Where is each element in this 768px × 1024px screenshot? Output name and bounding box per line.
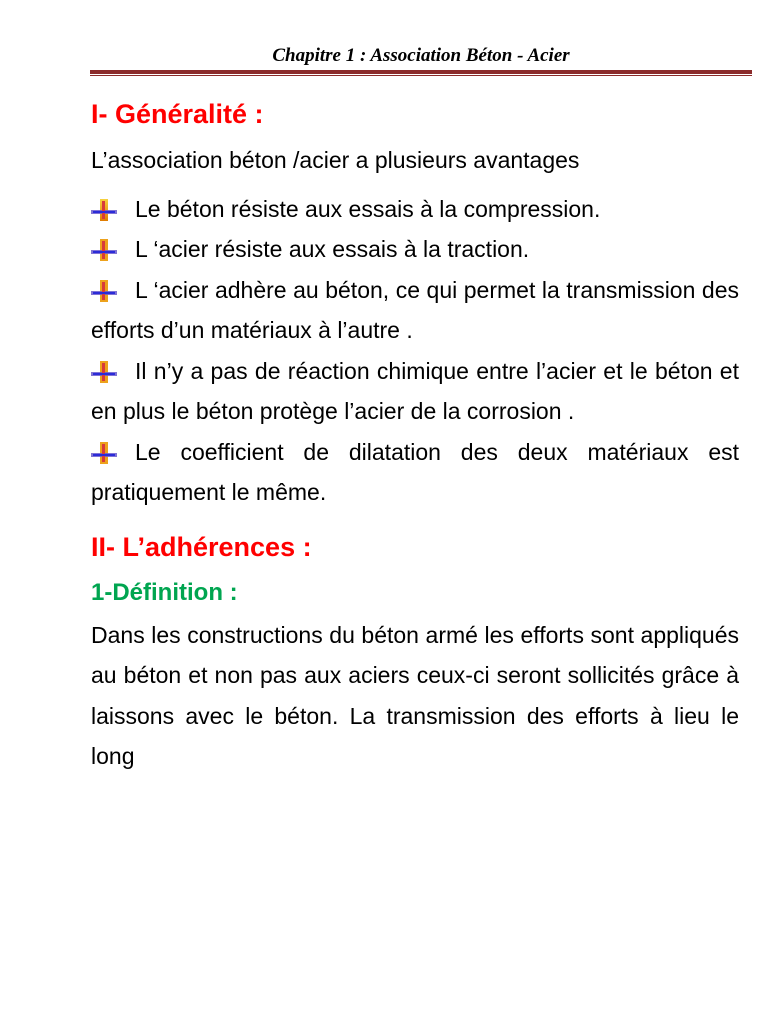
- advantages-list: [91, 189, 739, 513]
- list-item: L ‘acier résiste aux essais à la traction.: [91, 229, 739, 270]
- section-2-subtitle: 1-Définition :: [91, 578, 238, 606]
- pin-bullet-icon: [91, 239, 117, 261]
- running-header: Chapitre 1 : Association Béton - Acier: [272, 45, 570, 66]
- header-rule: [90, 70, 752, 74]
- list-item: Le coefficient de dilatation des deux matériaux est pratiquement le même.: [91, 438, 739, 505]
- pin-bullet-icon: [91, 361, 117, 383]
- section-1-title: I- Généralité :: [91, 99, 264, 129]
- definition-paragraph: Dans les constructions du béton armé les efforts sont appliqués au béton et non pas aux aciers ceux-ci seront sollicités grâce à laissons avec le béton. La transmission des efforts à lieu le long: [91, 621, 739, 769]
- section-2-title: II- L’adhérences :: [91, 531, 312, 562]
- pin-bullet-icon: [91, 199, 117, 221]
- pin-bullet-icon: [91, 280, 117, 302]
- list-item: Le béton résiste aux essais à la compression.: [91, 189, 739, 230]
- list-item: L ‘acier adhère au béton, ce qui permet la transmission des efforts d’un matériaux à l’autre .: [91, 276, 739, 343]
- page-content: [91, 94, 739, 777]
- pin-bullet-icon: [91, 442, 117, 464]
- section-1-intro: L’association béton /acier a plusieurs avantages: [91, 147, 580, 173]
- list-item: Il n’y a pas de réaction chimique entre l’acier et le béton et en plus le béton protège l’acier de la corrosion .: [91, 357, 739, 424]
